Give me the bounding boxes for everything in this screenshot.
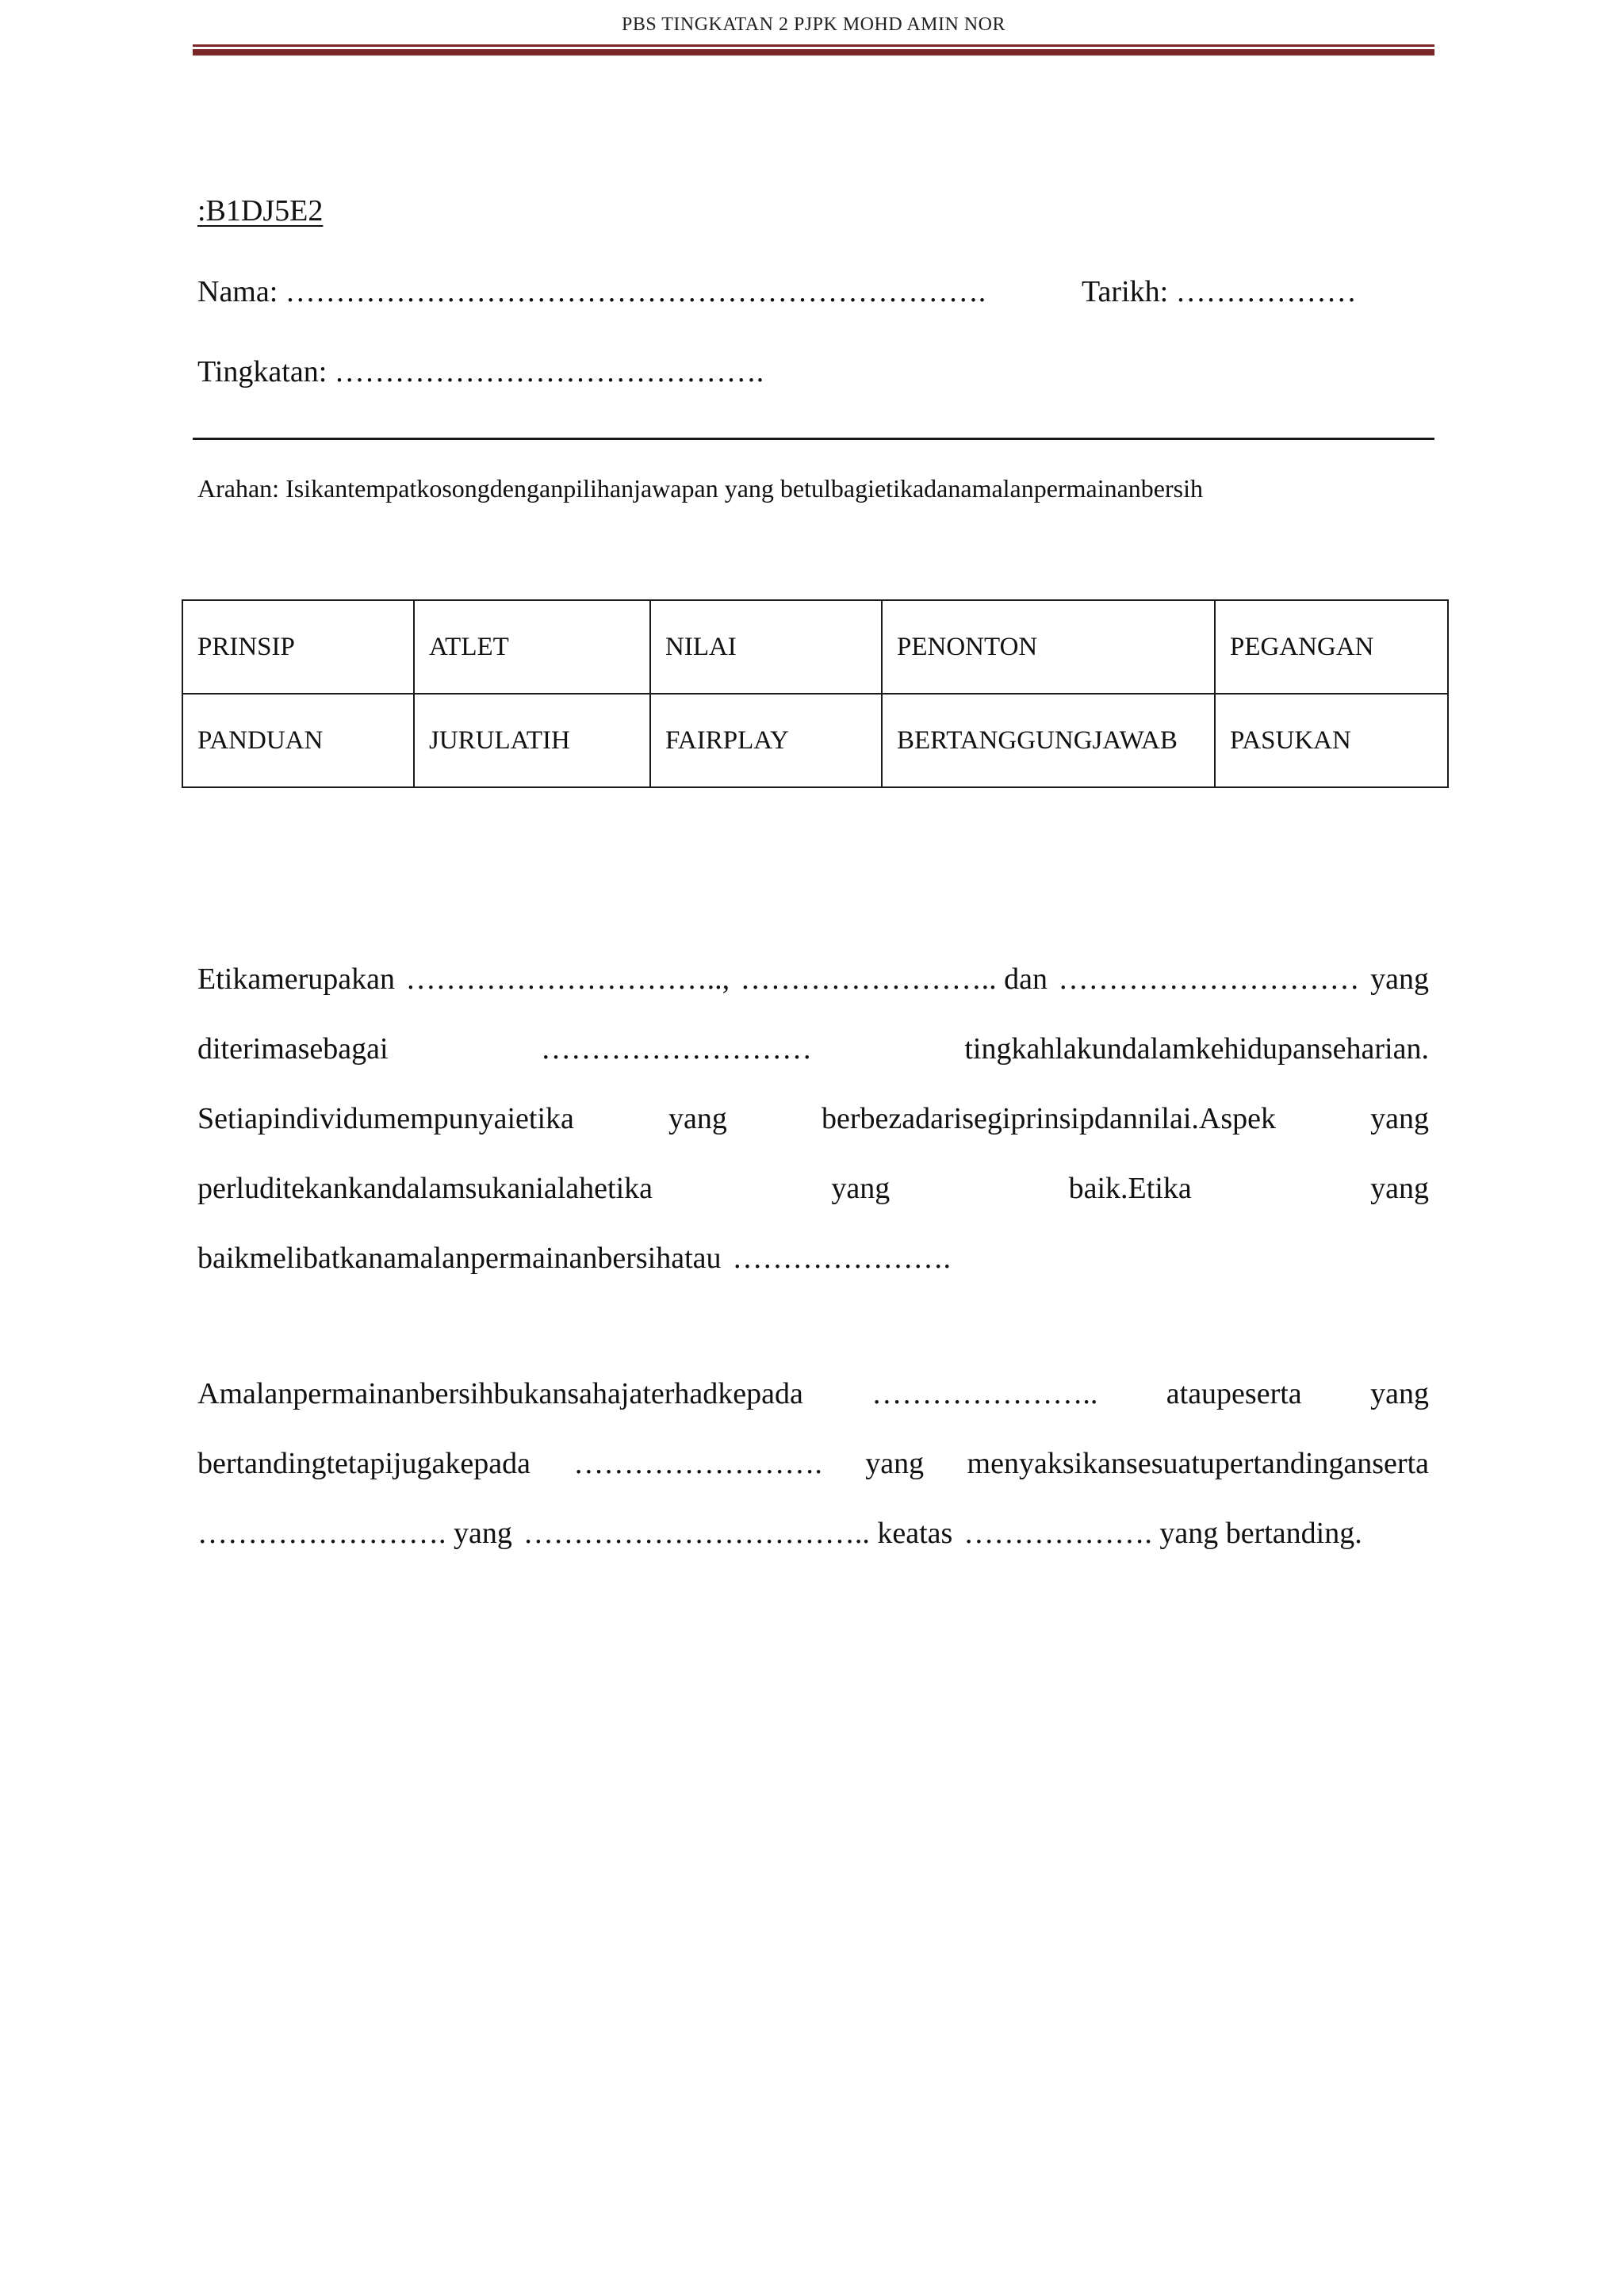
paragraph-text: yang xyxy=(865,1447,925,1480)
paragraph-text: yang xyxy=(1370,962,1429,996)
paragraph-text: Etikamerupakan xyxy=(197,962,396,996)
paragraph-text: yang xyxy=(1370,1377,1429,1410)
paragraph-text: yang xyxy=(1370,1102,1429,1135)
paragraph-text: bertandingtetapijugakepada xyxy=(197,1447,530,1480)
word-bank-cell: FAIRPLAY xyxy=(650,694,882,787)
word-bank-cell: NILAI xyxy=(650,600,882,694)
paragraph-text: diterimasebagai xyxy=(197,1032,389,1066)
instruction-text: Arahan: Isikantempatkosongdenganpilihanjawapan yang betulbagietikadanamalanpermainanbersih xyxy=(197,474,1203,503)
paragraph-text: perluditekankandalamsukanialahetika xyxy=(197,1172,653,1205)
paragraph-text: baik.Etika xyxy=(1068,1172,1192,1205)
answer-blank[interactable]: …………………………….. keatas xyxy=(523,1517,953,1550)
word-bank-table xyxy=(182,599,1449,788)
paragraph-line xyxy=(197,1025,1429,1095)
word-bank-cell: PRINSIP xyxy=(182,600,414,694)
date-field[interactable]: Tarikh: ……………… xyxy=(1082,275,1357,308)
word-bank-row xyxy=(182,694,1448,787)
paragraph-line xyxy=(197,1510,1429,1579)
paragraph-line xyxy=(197,1165,1429,1234)
paragraph-text: Amalanpermainanbersihbukansahajaterhadkepada xyxy=(197,1377,803,1410)
answer-blank[interactable]: ……………………. xyxy=(573,1447,822,1480)
answer-blank[interactable]: ………………………… xyxy=(1058,962,1360,996)
form-level-field[interactable]: Tingkatan: ……………………………………. xyxy=(197,355,764,388)
paragraph-line xyxy=(197,955,1429,1025)
paragraph-line xyxy=(197,1440,1429,1510)
section-divider xyxy=(193,438,1434,440)
paragraph-text: menyaksikansesuatupertandinganserta xyxy=(967,1447,1429,1480)
paragraph-text: yang xyxy=(831,1172,891,1205)
word-bank-row xyxy=(182,600,1448,694)
paragraph-ethics xyxy=(197,955,1429,1304)
answer-blank[interactable]: ………………. yang bertanding. xyxy=(963,1517,1362,1550)
paragraph-text: baikmelibatkanamalanpermainanbersihatau xyxy=(197,1242,722,1275)
word-bank-cell: ATLET xyxy=(414,600,650,694)
word-bank-cell: JURULATIH xyxy=(414,694,650,787)
word-bank-cell: PANDUAN xyxy=(182,694,414,787)
paragraph-line xyxy=(197,1095,1429,1165)
word-bank-cell: PASUKAN xyxy=(1215,694,1448,787)
word-bank-cell: PEGANGAN xyxy=(1215,600,1448,694)
document-code: :B1DJ5E2 xyxy=(197,194,324,228)
header-rule-thick xyxy=(193,49,1434,55)
answer-blank[interactable]: …………………. xyxy=(732,1242,951,1275)
answer-blank[interactable]: ………………….. xyxy=(871,1377,1098,1410)
answer-blank[interactable]: ………………………….., xyxy=(405,962,730,996)
paragraph-fairplay xyxy=(197,1370,1429,1579)
paragraph-text: yang xyxy=(1370,1172,1429,1205)
paragraph-text: berbezadarisegiprinsipdannilai.Aspek xyxy=(822,1102,1276,1135)
word-bank-cell: PENONTON xyxy=(882,600,1215,694)
paragraph-text: ataupeserta xyxy=(1166,1377,1302,1410)
paragraph-line xyxy=(197,1234,1429,1304)
running-header: PBS TINGKATAN 2 PJPK MOHD AMIN NOR xyxy=(621,14,1006,35)
paragraph-line xyxy=(197,1370,1429,1440)
answer-blank[interactable]: ……………………… xyxy=(540,1032,812,1066)
word-bank-cell: BERTANGGUNGJAWAB xyxy=(882,694,1215,787)
paragraph-text: Setiapindividumempunyaietika xyxy=(197,1102,574,1135)
answer-blank[interactable]: ……………………. yang xyxy=(197,1517,512,1550)
paragraph-text: tingkahlakundalamkehidupanseharian. xyxy=(964,1032,1429,1066)
name-field[interactable]: Nama: ……………………………………………………………. xyxy=(197,275,986,308)
answer-blank[interactable]: …………………….. dan xyxy=(740,962,1048,996)
paragraph-text: yang xyxy=(668,1102,727,1135)
header-rule-thin xyxy=(193,44,1434,47)
